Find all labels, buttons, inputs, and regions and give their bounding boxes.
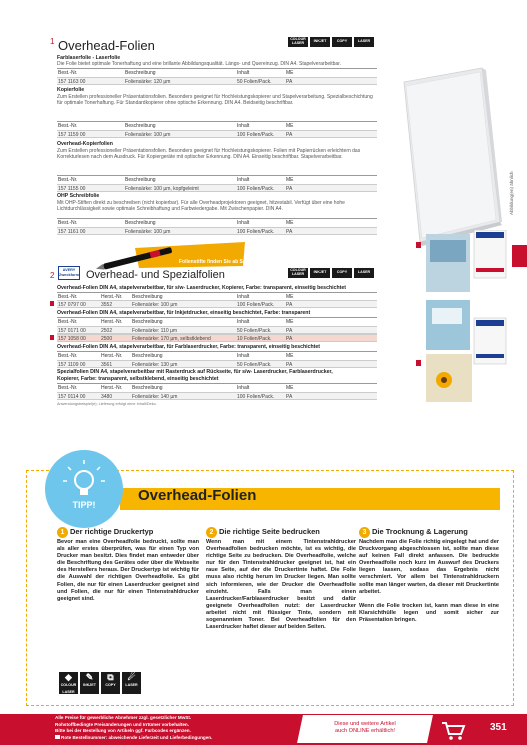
- colour-laser-badge: COLOUR LASER: [288, 37, 308, 47]
- product-subtitle: Kopierer, Farbe: transparent, selbstklebend, einseitig beschichtet: [57, 376, 219, 382]
- section-number: 1: [50, 37, 55, 46]
- copy-badge: COPY: [332, 268, 352, 278]
- tip-column-1: 1 Der richtige Druckertyp Bevor man eine Overheadfolie bedruckt, sollte man als aller erstes überprüfen, was für einen Typ von Drucker man besitzt. Dies findet man entweder über die Beschriftung des Gerätes oder über die Webseite des Herstellers heraus. Der Druckertyp ist wichtig für die Auswahl der richtigen Overheadfolie. Es gibt Folien, die nur für einen Laserdrucker geeignet sind und Folien, die nur für einen Tintenstrahldrucker geeignet sind.: [57, 527, 199, 602]
- pen-note-banner: [95, 240, 245, 272]
- tip-title: Overhead-Folien: [138, 487, 257, 504]
- tip-badge-label: TIPP!: [72, 500, 96, 510]
- table-row[interactable]: 157 1109 00 3561 Foliensärke: 130 µm 50 Folien/Pack. PA: [57, 360, 377, 368]
- section-number: 2: [50, 271, 55, 280]
- section-title: Overhead-Folien: [58, 38, 155, 53]
- colour-laser-badge: COLOUR LASER: [288, 268, 308, 278]
- inkjet-badge: INKJET: [310, 268, 330, 278]
- image-similar-note: Abbildung(en) ähnlich: [509, 171, 514, 215]
- new-marker-icon: [50, 301, 54, 306]
- avery-zweckform-logo: AVERY Zweckform: [58, 266, 80, 280]
- inkjet-icon: ✎ INKJET: [80, 672, 99, 694]
- cart-icon[interactable]: [438, 718, 468, 741]
- table-header: Best.-Nr. Herst.-Nr. Beschreibung Inhalt ME: [57, 351, 377, 359]
- transparency-stack-image: [398, 62, 506, 252]
- colour-laser-icon: ◆ COLOUR: [59, 672, 78, 690]
- product-description: Mit OHP-Stiften direkt zu beschreiben (nicht kopierbar). Für alle Overheadprojektoren geeignet, hitzestabil. Verfügt über eine hohe Lichtdurchlässigkeit sowie optimale Schreibhaftung und Farbwiedergabe. Mit Zwischenpapier. DIN A4.: [57, 200, 345, 213]
- table-row[interactable]: 157 1163 00 Foliensärke: 120 µm 50 Folien/Pack. PA: [57, 77, 377, 85]
- avery-product-images: [426, 230, 508, 404]
- media-badges: [288, 268, 378, 279]
- footnote: Anwendungsbeispiel(e); Lieferung erfolgt ohne Inhalt/Deko.: [57, 402, 157, 406]
- tip-column-3: 3 Die Trocknung & Lagerung Nachdem man die Folie richtig eingelegt hat und der Druckvorgang abgeschlossen ist, sollte man diese auf keinen Fall direkt anfassen. Die bedruckte Overheadfolie noch kurz im Auswurf des Druckers liegen lassen, sodass das Ergebnis nicht verschmiert. Vor allem bei Tintenstrahldruckern sollte man länger warten, da dieser mit Druckertinte arbeitet. Wenn die Folie trocken ist, kann man diese in eine Klarsichthülle legen und somit sicher zur Präsentation bringen.: [359, 527, 499, 624]
- product-description: Zum Erstellen professioneller Präsentationsfolien. Besonders geeignet für Hochleistungskopierer. Folien mit Papierrücken erleichtern das Korrekturlesen nach dem Ausdruck. Für Kopiergeräte mit optischer Erkennung. DIN A4. Einseitig beschriftbar. Stapelverarbeitbar.: [57, 148, 361, 161]
- laser-badge: LASER: [354, 268, 374, 278]
- chapter-tab[interactable]: [512, 245, 527, 267]
- table-row[interactable]: 157 1159 00 Foliensärke: 100 µm 100 Folien/Pack. PA: [57, 130, 377, 138]
- pen-note-text[interactable]: Folienstifte finden Sie ab Seite 403.: [179, 259, 263, 265]
- media-badges: [288, 37, 378, 48]
- table-header: Best.-Nr. Beschreibung Inhalt ME: [57, 68, 377, 76]
- inkjet-badge: INKJET: [310, 37, 330, 47]
- laser-icon: ☄ LASER: [122, 672, 141, 694]
- product-subtitle: OHP Schreibfolie: [57, 193, 100, 199]
- table-row[interactable]: 157 0171 00 2502 Foliensärke: 110 µm 50 Folien/Pack. PA: [57, 326, 377, 334]
- table-header: Best.-Nr. Beschreibung Inhalt ME: [57, 218, 377, 226]
- product-subtitle: Overhead-Folien DIN A4, stapelverarbeitbar, für s/w- Laserdrucker, Kopierer, Farbe: transparent, einseitig beschichtet: [57, 285, 346, 291]
- table-header: Best.-Nr. Herst.-Nr. Beschreibung Inhalt ME: [57, 383, 377, 391]
- page-number: 351: [490, 722, 507, 733]
- table-row[interactable]: 157 1155 00 Foliensärke: 100 µm, kopfgeleimt 100 Folien/Pack. PA: [57, 184, 377, 192]
- product-subtitle: Kopierfolie: [57, 87, 85, 93]
- new-marker-icon: [50, 335, 54, 340]
- table-header: Best.-Nr. Herst.-Nr. Beschreibung Inhalt ME: [57, 292, 377, 300]
- product-subtitle: Overhead-Folien DIN A4, stapelverarbeitbar, für Farblaserdrucker, Farbe: transparent, einseitig beschichtet: [57, 344, 321, 350]
- table-row[interactable]: 157 1161 00 Foliensärke: 100 µm 100 Folien/Pack. PA: [57, 227, 377, 235]
- product-subtitle: Overhead-Folien DIN A4, stapelverarbeitbar, für Inkjetdrucker, einseitig beschichtet, Farbe: transparent: [57, 310, 311, 316]
- table-header: Best.-Nr. Beschreibung Inhalt ME: [57, 121, 377, 129]
- footer-legal: Alle Preise für gewerbliche Abnehmer zzgl. gesetzlicher MwSt. Rohstoffbedingte Preisänderungen und Irrtümer vorbehalten. Bitte bei der Bestellung von Artikeln ggf. Farbcodes ergänzen. Rote Bestellnummer: abweichende Lieferzeit und Lieferbedingungen.: [55, 715, 213, 741]
- online-banner-text[interactable]: Diese und weitere Artikel auch ONLINE erhältlich!: [334, 721, 396, 734]
- red-order-icon: [55, 735, 60, 739]
- tip-column-2: 2 Die richtige Seite bedrucken Wenn man mit einem Tintenstrahldrucker Overheadfolien bedrucken möchte, ist es wichtig, die richtige Seite zu bedrucken. Die Overheadfolie, welche nur für den Tintenstrahldrucker geeignet ist, hat ein raue Seite, auf der die Druckertinte haftet. Die Folie muss also richtig herum im Drucker liegen. Man sollte sich informieren, wie der Drucker die Overheadfolie einzieht. Falls man einen Laserdrucker/Farblaserdrucker besitzt und dafür geeignete Overheadfolien nutzt: der Laserdrucker arbeitet nicht mit flüssiger Tinte, sondern mit sogenanntem Toner. Bei Overheadfolien für den Laserdrucker haftet dieser auf beiden Seiten.: [206, 527, 356, 631]
- copy-badge: COPY: [332, 37, 352, 47]
- image-marker-icon: [416, 242, 421, 248]
- table-row[interactable]: 157 1058 00 2500 Foliensärke: 170 µm, selbstklebend 10 Folien/Pack. PA: [57, 334, 377, 342]
- laser-badge: LASER: [354, 37, 374, 47]
- product-description: Die Folie bietet optimale Tonerhaftung und eine brillante Abbildungsqualität. Längs- und Quereinzug. DIN A4. Stapelverarbeitbar.: [57, 61, 341, 67]
- table-header: Best.-Nr. Herst.-Nr. Beschreibung Inhalt ME: [57, 317, 377, 325]
- section-title: Overhead- und Spezialfolien: [86, 269, 225, 281]
- table-row[interactable]: 157 0114 00 3480 Foliensärke: 140 µm 100 Folien/Pack. PA: [57, 392, 377, 400]
- image-marker-icon: [416, 360, 421, 366]
- table-row[interactable]: 157 0797 00 3552 Foliensärke: 100 µm 100 Folien/Pack. PA: [57, 300, 377, 308]
- product-subtitle: Spezialfolien DIN A4, stapelverarbeitbar mit Rasterdruck auf Rückseite, für s/w- Laserdrucker, Farblaserdrucker,: [57, 369, 333, 375]
- table-header: Best.-Nr. Beschreibung Inhalt ME: [57, 175, 377, 183]
- product-subtitle: Farblaserfolie - Laserfolie: [57, 55, 121, 61]
- tip-badge: [45, 450, 123, 528]
- product-description: Zum Erstellen professioneller Präsentationsfolien. Besonders geeignet für Hochleistungskopierer und Stapelverarbeitung. Spezialbeschichtung für optimale Tonerhaftung. Für Standardkopierer ohne optische Erkennung. DIN A4. Beidseitig beschriftbar.: [57, 94, 373, 107]
- copy-icon: ⧉ COPY: [101, 672, 120, 694]
- lightbulb-icon: [45, 450, 123, 528]
- product-subtitle: Overhead-Kopierfolien: [57, 141, 113, 147]
